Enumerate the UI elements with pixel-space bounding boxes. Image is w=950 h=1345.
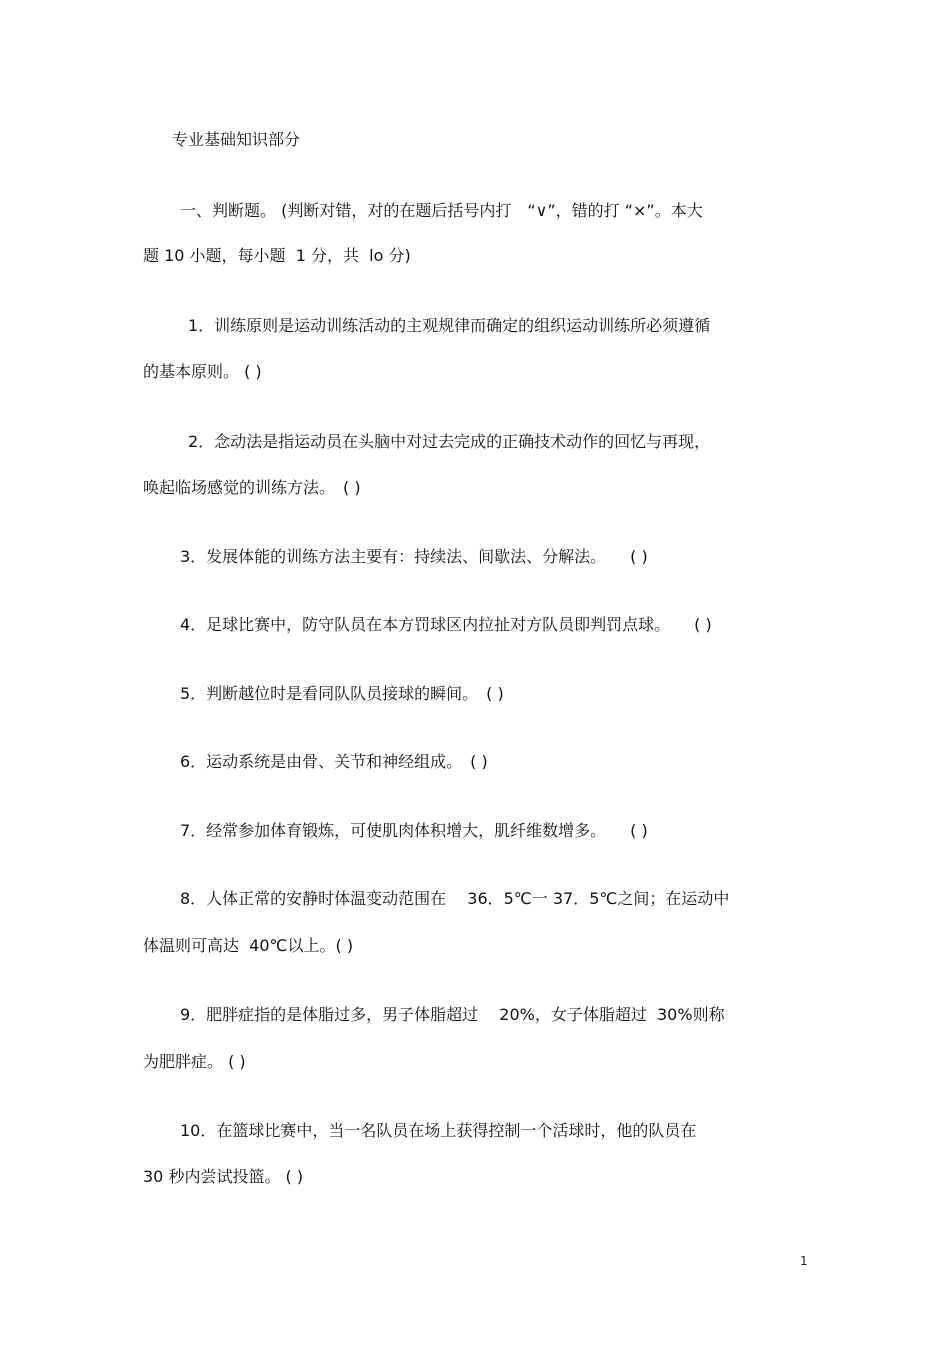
question-text: 7．经常参加体育锻炼，可使肌肉体积增大，肌纤维数增多。 ( ) [180,821,648,840]
question-text-continued: 为肥胖症。 ( ) [143,1052,246,1071]
question-text: 8．人体正常的安静时体温变动范围在 36．5℃一 37．5℃之间；在运动中 [180,889,730,908]
question-text: 10．在篮球比赛中，当一名队员在场上获得控制一个活球时，他的队员在 [180,1121,697,1140]
question-text: 2．念动法是指运动员在头脑中对过去完成的正确技术动作的回忆与再现， [188,432,711,451]
question-text: 3．发展体能的训练方法主要有：持续法、间歇法、分解法。 ( ) [180,547,648,566]
question-text: 1．训练原则是运动训练活动的主观规律而确定的组织运动训练所必须遵循 [188,316,711,335]
question-text: 5．判断越位时是看同队队员接球的瞬间。 ( ) [180,684,504,703]
question-text: 9．肥胖症指的是体脂过多，男子体脂超过 20%，女子体脂超过 30%则称 [180,1005,725,1024]
instructions-line-2: 题 10 小题，每小题 1 分，共 lo 分) [143,246,411,265]
page-number: 1 [800,1254,808,1268]
section-title: 专业基础知识部分 [172,130,301,149]
question-text: 4．足球比赛中，防守队员在本方罚球区内拉扯对方队员即判罚点球。 ( ) [180,615,712,634]
question-text-continued: 唤起临场感觉的训练方法。 ( ) [143,478,361,497]
question-text-continued: 30 秒内尝试投篮。 ( ) [143,1167,304,1186]
question-text-continued: 体温则可高达 40℃以上。( ) [143,936,354,955]
question-text: 6．运动系统是由骨、关节和神经组成。 ( ) [180,752,488,771]
question-text-continued: 的基本原则。 ( ) [143,362,262,381]
instructions-line-1: 一、判断题。 (判断对错，对的在题后括号内打 “∨”，错的打 “×”。本大 [180,201,703,220]
